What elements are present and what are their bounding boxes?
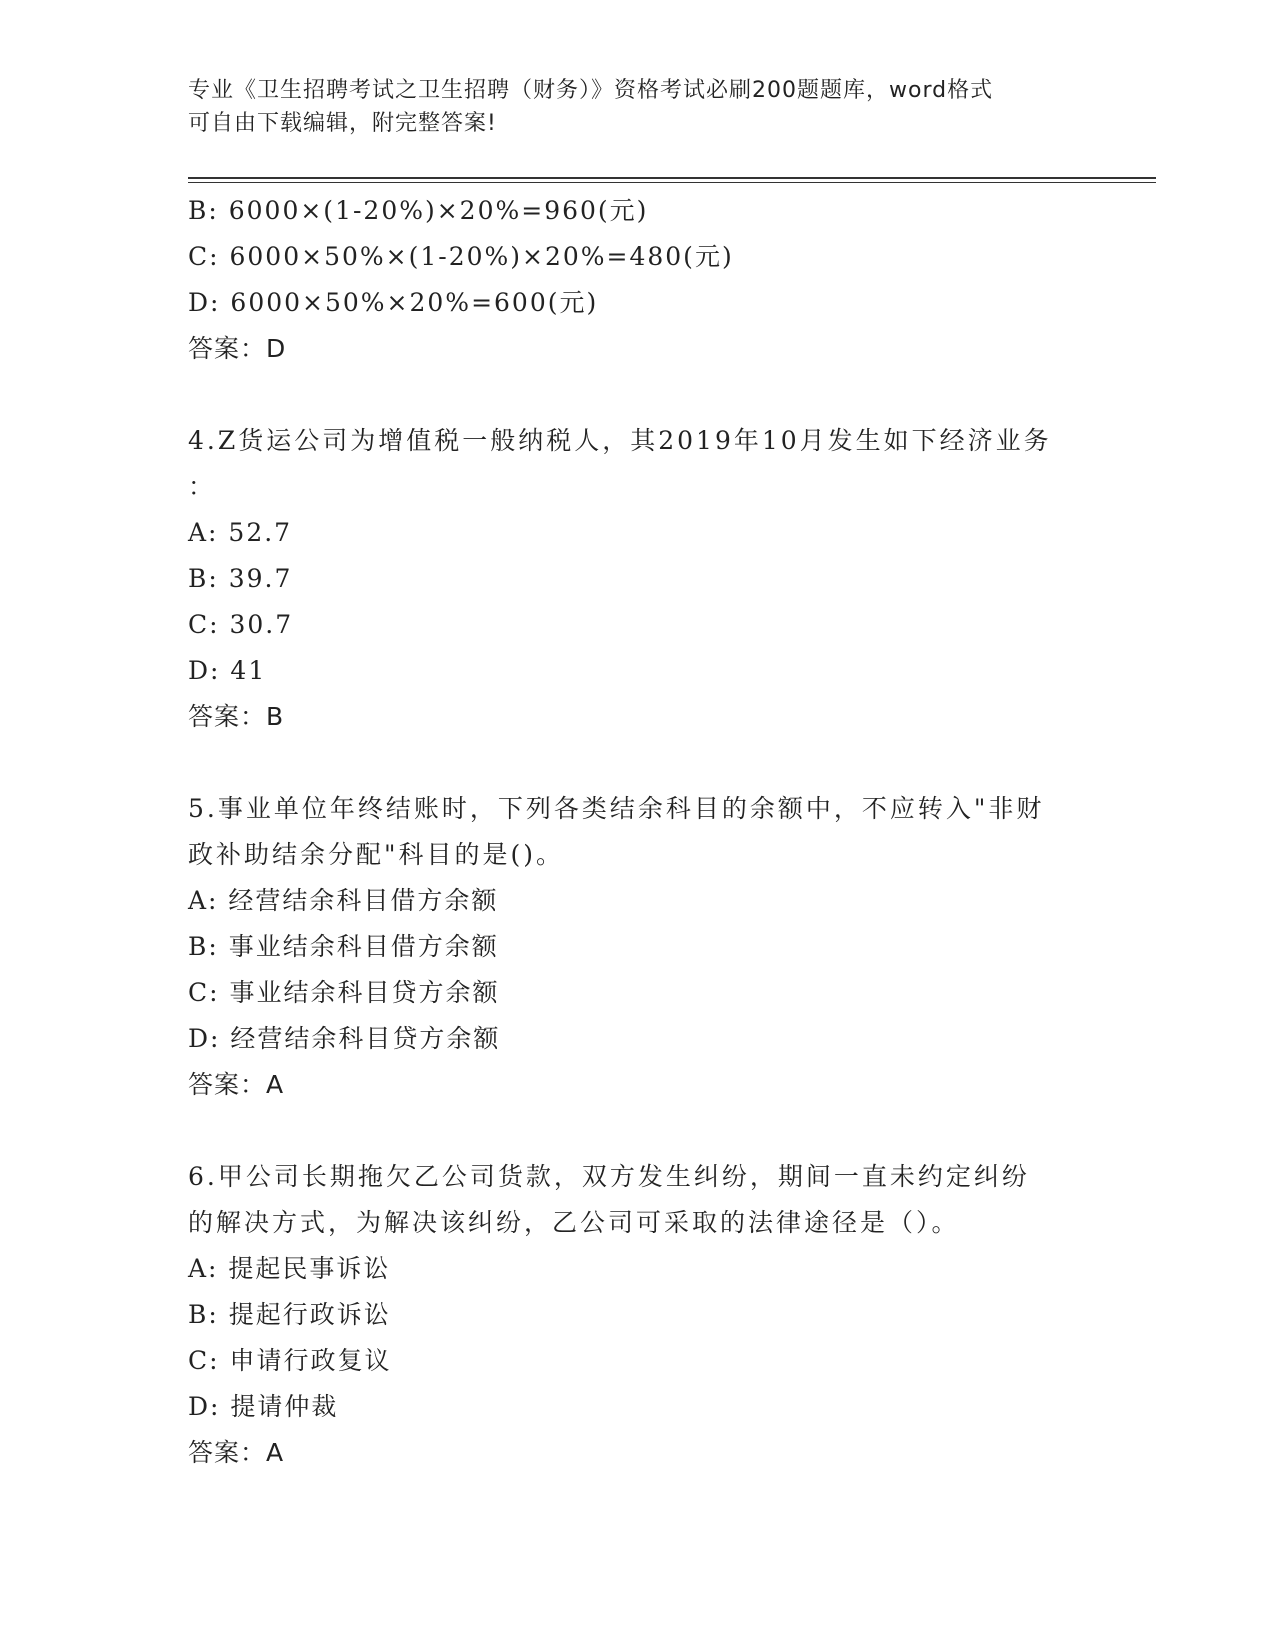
question-block-3-continued [188,188,1088,372]
option-d: D: 提请仲裁 [188,1392,339,1421]
option-c: C: 事业结余科目贷方余额 [188,978,500,1007]
option-d: D: 经营结余科目贷方余额 [188,1024,501,1053]
document-header [188,74,1078,140]
question-stem-line: 政补助结余分配"科目的是()。 [188,840,565,869]
option-c: C: 30.7 [188,610,294,639]
question-block-4 [188,418,1088,740]
question-stem-line: ： [188,472,217,501]
question-stem-line: 5.事业单位年终结账时，下列各类结余科目的余额中，不应转入"非财 [188,794,1045,823]
header-divider-thin [188,182,1156,183]
header-title-line-2: 可自由下载编辑，附完整答案! [188,111,497,136]
answer-line: 答案：A [188,1070,285,1099]
option-b: B: 39.7 [188,564,293,593]
question-stem-line: 的解决方式，为解决该纠纷，乙公司可采取的法律途径是（）。 [188,1208,960,1237]
question-block-6 [188,1154,1088,1476]
option-c: C: 申请行政复议 [188,1346,392,1375]
answer-line: 答案：D [188,334,287,363]
question-list [188,188,1088,1476]
answer-line: 答案：B [188,702,285,731]
question-block-5 [188,786,1088,1108]
option-d: D: 41 [188,656,267,685]
question-stem-line: 4.Z货运公司为增值税一般纳税人，其2019年10月发生如下经济业务 [188,426,1052,455]
option-a: A: 52.7 [188,518,293,547]
answer-line: 答案：A [188,1438,285,1467]
option-b: B: 6000×(1-20%)×20%=960(元) [188,196,649,225]
option-a: A: 提起民事诉讼 [188,1254,391,1283]
header-title-line-1: 专业《卫生招聘考试之卫生招聘（财务）》资格考试必刷200题题库，word格式 [188,78,994,103]
option-b: B: 事业结余科目借方余额 [188,932,499,961]
question-stem-line: 6.甲公司长期拖欠乙公司货款，双方发生纠纷，期间一直未约定纠纷 [188,1162,1030,1191]
option-d: D: 6000×50%×20%=600(元) [188,288,599,317]
option-c: C: 6000×50%×(1-20%)×20%=480(元) [188,242,734,271]
option-b: B: 提起行政诉讼 [188,1300,391,1329]
option-a: A: 经营结余科目借方余额 [188,886,499,915]
header-divider-thick [188,177,1156,179]
